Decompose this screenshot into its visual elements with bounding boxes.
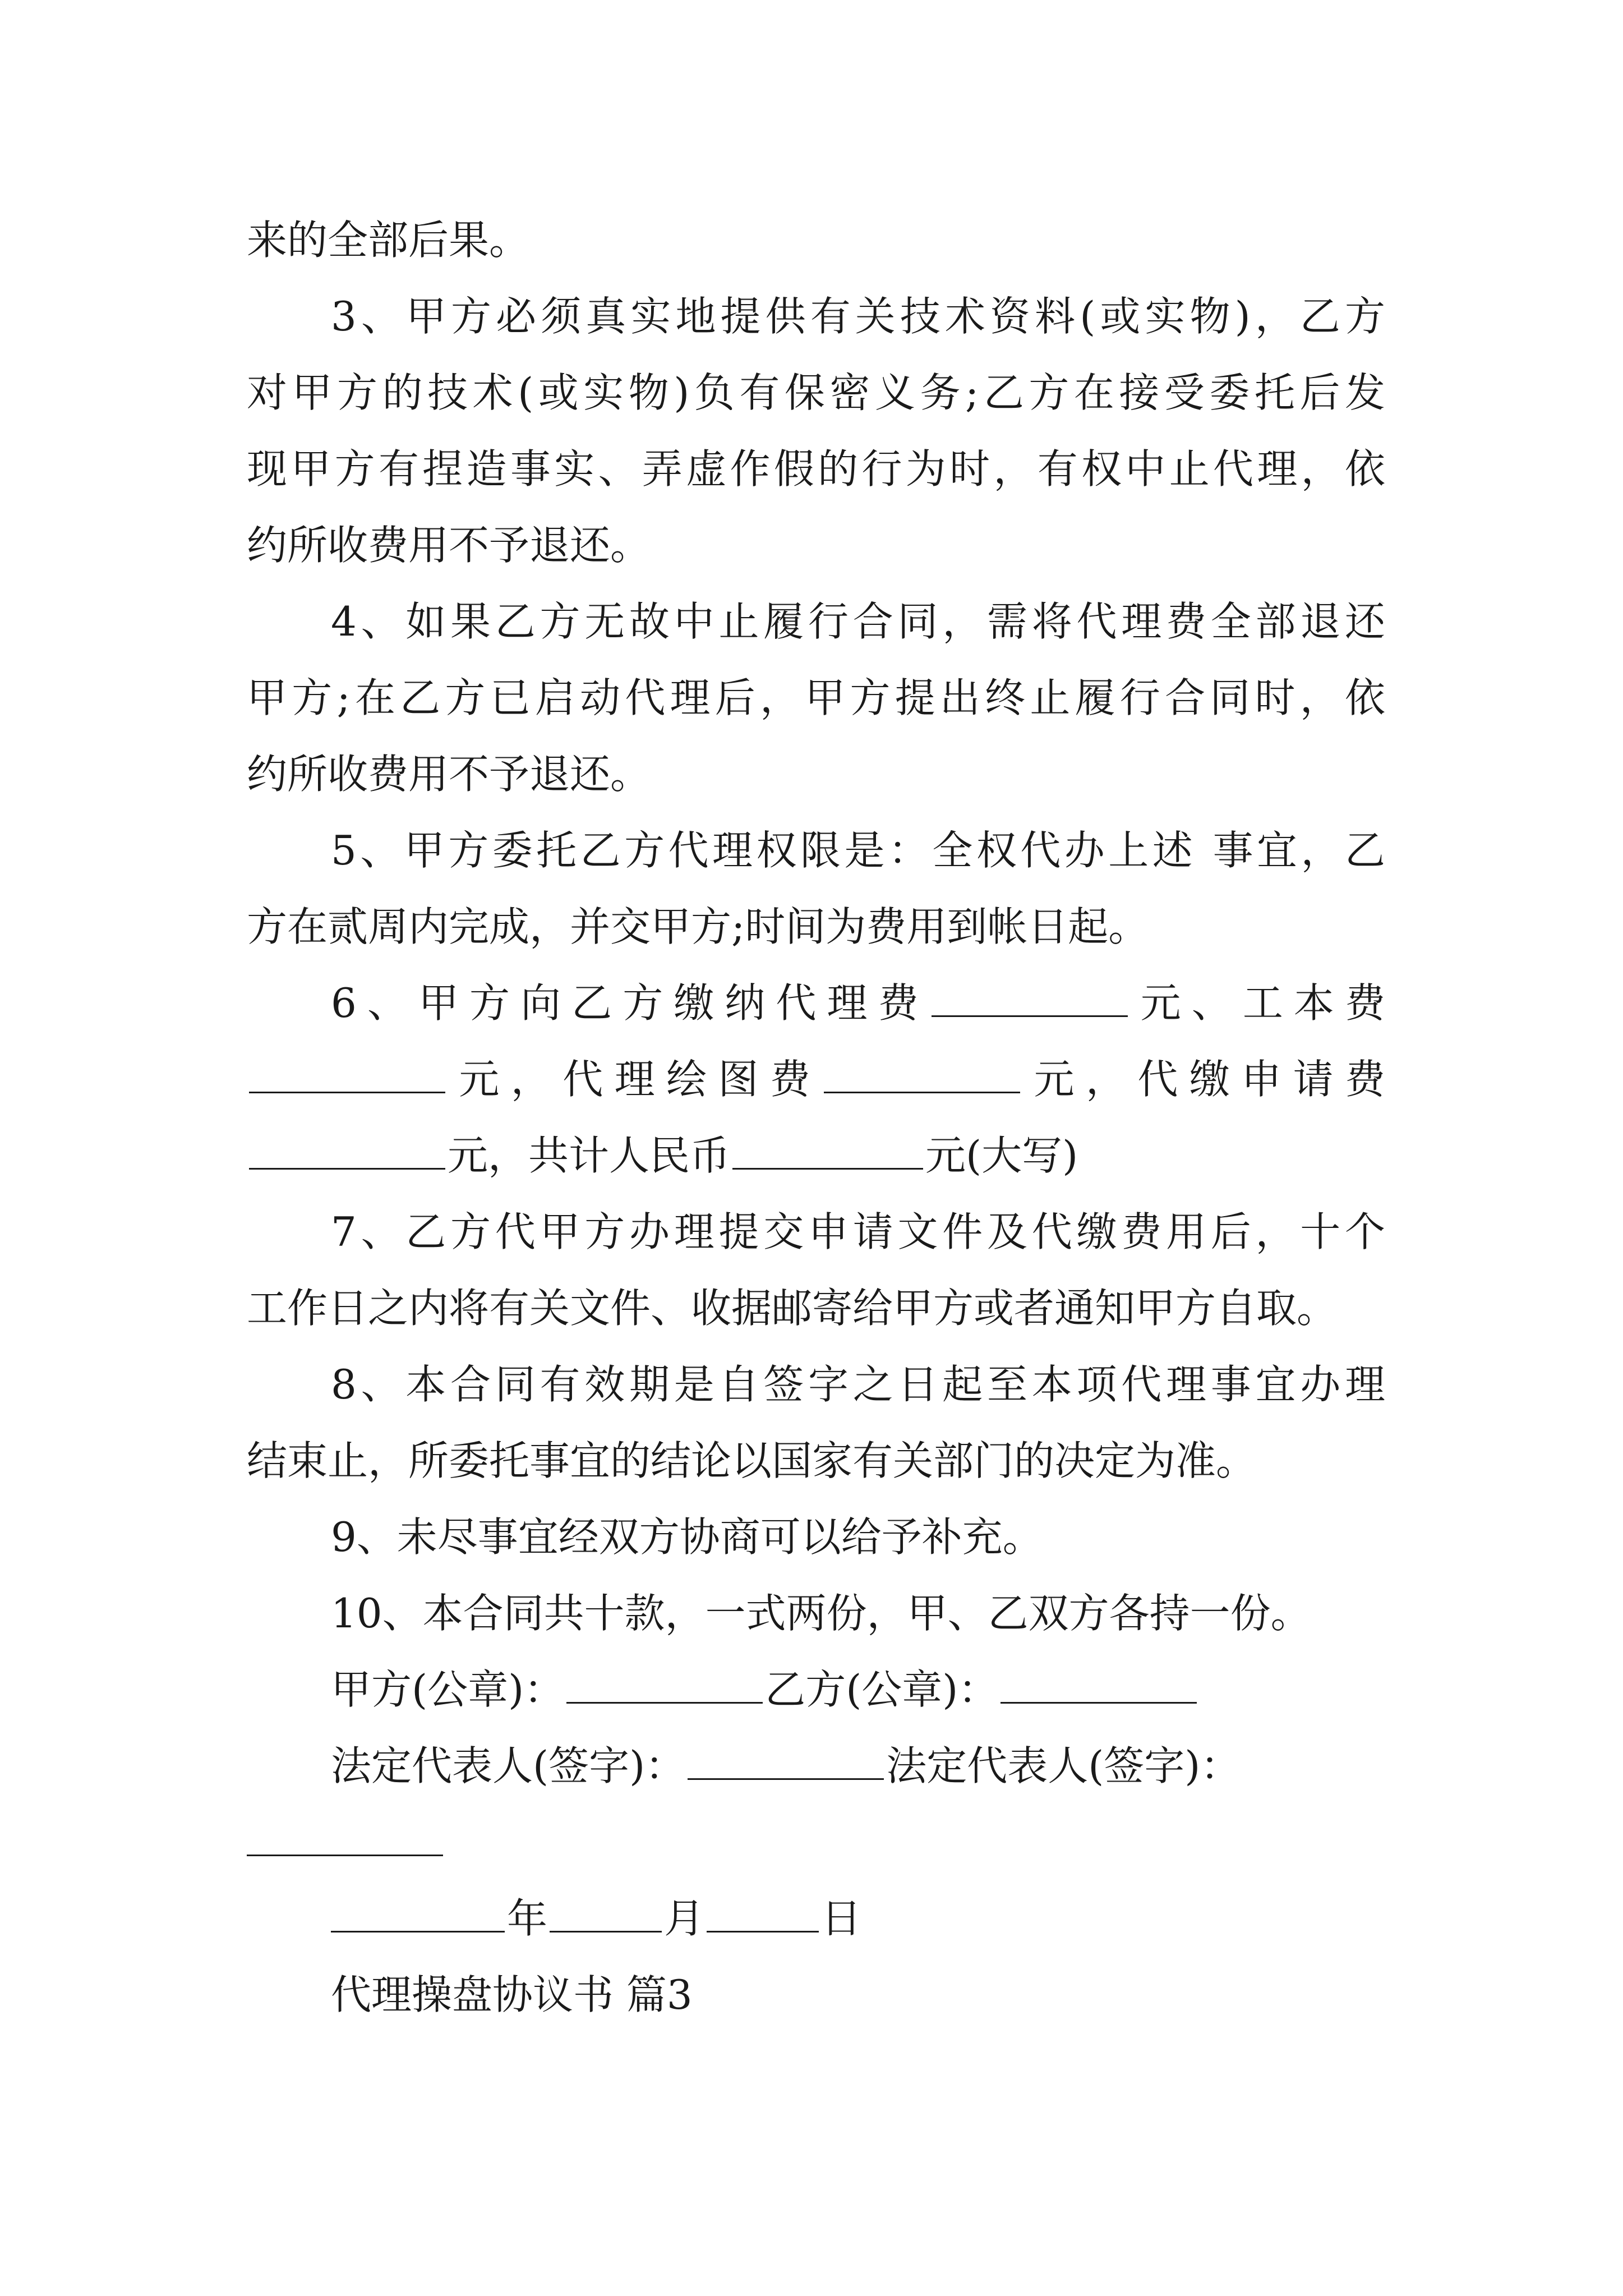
rep-b-blank: [247, 1821, 443, 1856]
paragraph-2-tail: 来的全部后果。: [247, 217, 530, 264]
paragraph-6-line-3: [247, 1117, 1385, 1194]
application-fee-blank: [249, 1134, 445, 1170]
fee-cost-label: 元、工本费: [1129, 979, 1385, 1027]
rep-a-blank: [688, 1745, 884, 1780]
paragraph-3-line-3: 现甲方有捏造事实、弄虚作假的行为时，有权中止代理，依: [247, 445, 1385, 493]
paragraph-4-line-2: 甲方;在乙方已启动代理后，甲方提出终止履行合同时，依: [247, 674, 1385, 721]
paragraph-8-line-1: 8、本合同有效期是自签字之日起至本项代理事宜办理: [331, 1361, 1385, 1408]
day-label: 日: [821, 1895, 862, 1942]
paragraph-6-line-2: [247, 1041, 1385, 1117]
party-a-seal-label: 甲方(公章)：: [331, 1666, 565, 1713]
paragraph-3-line-4: 约所收费用不予退还。: [247, 522, 651, 569]
paragraph-3-line-2: 对甲方的技术(或实物)负有保密义务;乙方在接受委托后发: [247, 369, 1385, 416]
party-seal-line: [247, 1651, 1385, 1728]
paragraph-9: 9、未尽事宜经双方协商可以给予补充。: [331, 1513, 1043, 1561]
paragraph-4-line-1: 4、如果乙方无故中止履行合同，需将代理费全部退还: [331, 598, 1385, 645]
paragraph-7-line-2: 工作日之内将有关文件、收据邮寄给甲方或者通知甲方自取。: [247, 1285, 1338, 1332]
rep-a-label: 法定代表人(签字)：: [331, 1742, 686, 1789]
party-b-seal-label: 乙方(公章)：: [765, 1666, 999, 1713]
month-blank: [550, 1897, 662, 1932]
fee-total-label: 元，共计人民币: [448, 1132, 731, 1179]
fee-application-label: 元，代缴申请费: [1022, 1056, 1385, 1103]
paragraph-5-line-2: 方在贰周内完成，并交甲方;时间为费用到帐日起。: [247, 903, 1149, 950]
agency-fee-blank: [932, 982, 1128, 1017]
fee-drawing-label: 元，代理绘图费: [448, 1056, 822, 1103]
paragraph-3-line-1: 3、甲方必须真实地提供有关技术资料(或实物)，乙方: [331, 293, 1385, 340]
party-a-seal-blank: [566, 1668, 763, 1704]
fee-agency-label: 6、甲方向乙方缴纳代理费: [331, 979, 929, 1027]
paragraph-8-line-2: 结束止，所委托事宜的结论以国家有关部门的决定为准。: [247, 1437, 1257, 1484]
rep-b-label: 法定代表人(签字)：: [886, 1742, 1241, 1789]
representative-line: [247, 1728, 1385, 1804]
fee-total-suffix: 元(大写): [925, 1132, 1078, 1179]
next-section-heading: 代理操盘协议书 篇3: [331, 1971, 693, 2018]
cost-fee-blank: [249, 1058, 445, 1093]
year-label: 年: [507, 1895, 548, 1942]
day-blank: [707, 1897, 819, 1932]
drawing-fee-blank: [824, 1058, 1020, 1093]
year-blank: [331, 1897, 505, 1932]
rep-b-blank-line: [247, 1804, 1385, 1880]
paragraph-10: 10、本合同共十款，一式两份，甲、乙双方各持一份。: [331, 1590, 1311, 1637]
paragraph-5-line-1: 5、甲方委托乙方代理权限是：全权代办上述 事宜，乙: [331, 827, 1385, 874]
date-line: [247, 1880, 1385, 1957]
month-label: 月: [664, 1895, 705, 1942]
party-b-seal-blank: [1000, 1668, 1197, 1704]
total-fee-blank: [732, 1134, 923, 1170]
document-body: [247, 202, 1385, 2033]
paragraph-7-line-1: 7、乙方代甲方办理提交申请文件及代缴费用后，十个: [331, 1208, 1385, 1255]
paragraph-6-line-1: [247, 965, 1385, 1041]
paragraph-4-line-3: 约所收费用不予退还。: [247, 751, 651, 798]
